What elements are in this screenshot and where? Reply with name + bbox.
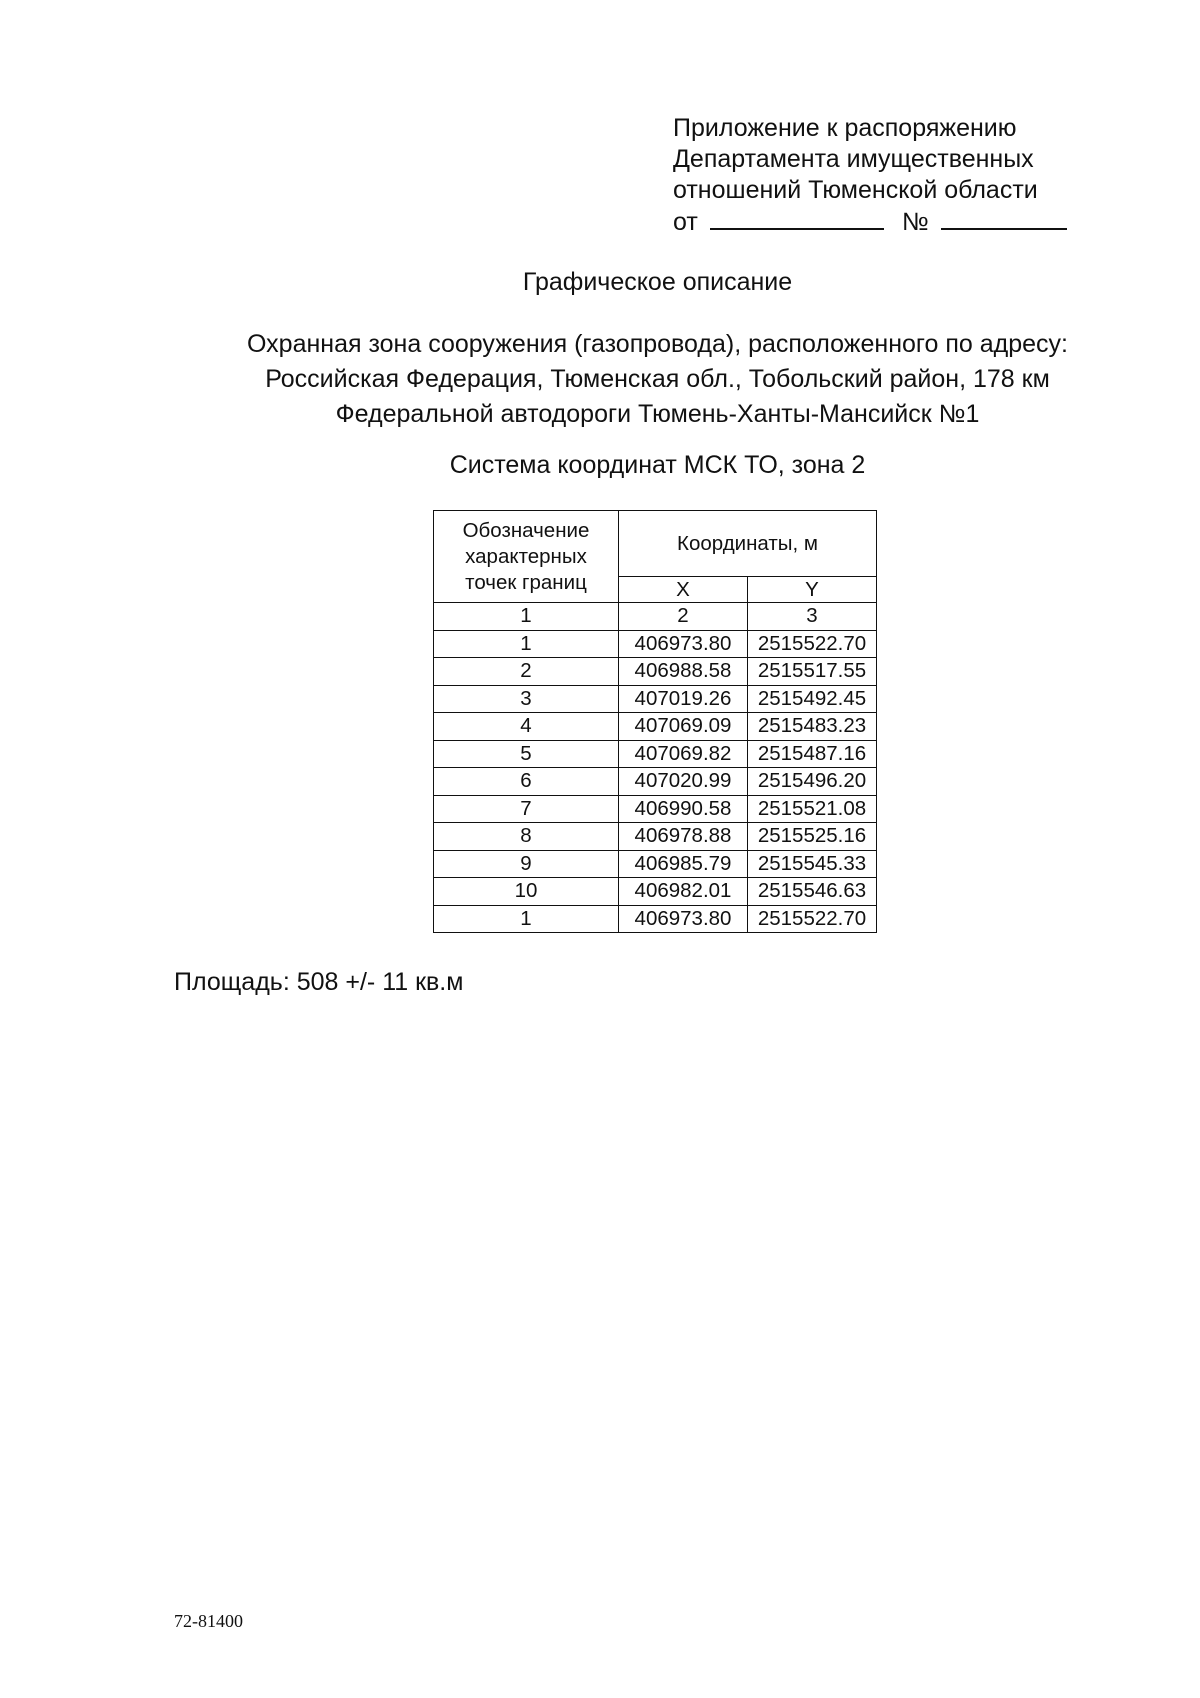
point-number-cell: 1 bbox=[434, 630, 619, 658]
table-row bbox=[434, 768, 877, 796]
y-coordinate-cell: 2515517.55 bbox=[748, 658, 877, 686]
x-coordinate-cell: 407019.26 bbox=[619, 685, 748, 713]
annex-line-1: Приложение к распоряжению bbox=[673, 114, 1017, 142]
object-line-1: Охранная зона сооружения (газопровода), расположенного по адресу: bbox=[247, 330, 1068, 358]
y-coordinate-cell: 2515545.33 bbox=[748, 850, 877, 878]
column-number-2: 2 bbox=[619, 603, 748, 631]
date-blank bbox=[710, 206, 884, 230]
number-label: № bbox=[901, 208, 929, 236]
y-coordinate-cell: 2515496.20 bbox=[748, 768, 877, 796]
object-description bbox=[0, 327, 1200, 432]
y-coordinate-cell: 2515487.16 bbox=[748, 740, 877, 768]
table-row bbox=[434, 740, 877, 768]
y-coordinate-cell: 2515546.63 bbox=[748, 878, 877, 906]
from-label: от bbox=[673, 208, 698, 236]
header-row bbox=[434, 511, 877, 577]
document-title: Графическое описание bbox=[522, 268, 793, 296]
annex-line-2: Департамента имущественных bbox=[673, 145, 1034, 173]
y-coordinate-cell: 2515492.45 bbox=[748, 685, 877, 713]
object-line-2: Российская Федерация, Тюменская обл., Тобольский район, 178 км bbox=[265, 365, 1050, 393]
header-point-designation: Обозначение характерных точек границ bbox=[434, 511, 619, 603]
table-row bbox=[434, 905, 877, 933]
x-coordinate-cell: 406988.58 bbox=[619, 658, 748, 686]
point-number-cell: 4 bbox=[434, 713, 619, 741]
point-number-cell: 2 bbox=[434, 658, 619, 686]
table-row bbox=[434, 658, 877, 686]
table-row bbox=[434, 630, 877, 658]
point-number-cell: 8 bbox=[434, 823, 619, 851]
point-number-cell: 10 bbox=[434, 878, 619, 906]
column-number-row bbox=[434, 603, 877, 631]
table-row bbox=[434, 713, 877, 741]
table-row bbox=[434, 795, 877, 823]
y-coordinate-cell: 2515521.08 bbox=[748, 795, 877, 823]
x-coordinate-cell: 406982.01 bbox=[619, 878, 748, 906]
y-coordinate-cell: 2515522.70 bbox=[748, 630, 877, 658]
x-coordinate-cell: 407069.09 bbox=[619, 713, 748, 741]
header-x: X bbox=[619, 577, 748, 603]
point-number-cell: 3 bbox=[434, 685, 619, 713]
object-line-3: Федеральной автодороги Тюмень-Ханты-Мансийск №1 bbox=[335, 400, 980, 428]
document-number: 72-81400 bbox=[174, 1611, 243, 1631]
area-text: Площадь: 508 +/- 11 кв.м bbox=[174, 968, 464, 996]
point-number-cell: 9 bbox=[434, 850, 619, 878]
table-row bbox=[434, 850, 877, 878]
point-number-cell: 7 bbox=[434, 795, 619, 823]
column-number-1: 1 bbox=[434, 603, 619, 631]
coordinate-system: Система координат МСК ТО, зона 2 bbox=[449, 451, 866, 479]
coordinates-table bbox=[433, 510, 877, 933]
annex-line-3: отношений Тюменской области bbox=[673, 176, 1038, 204]
table-row bbox=[434, 685, 877, 713]
x-coordinate-cell: 406990.58 bbox=[619, 795, 748, 823]
number-blank bbox=[941, 206, 1067, 230]
y-coordinate-cell: 2515522.70 bbox=[748, 905, 877, 933]
annex-header bbox=[673, 113, 1067, 238]
x-coordinate-cell: 406978.88 bbox=[619, 823, 748, 851]
annex-date-number-line bbox=[673, 206, 1067, 238]
column-number-3: 3 bbox=[748, 603, 877, 631]
x-coordinate-cell: 406973.80 bbox=[619, 905, 748, 933]
x-coordinate-cell: 407069.82 bbox=[619, 740, 748, 768]
x-coordinate-cell: 407020.99 bbox=[619, 768, 748, 796]
point-number-cell: 6 bbox=[434, 768, 619, 796]
x-coordinate-cell: 406985.79 bbox=[619, 850, 748, 878]
table-row bbox=[434, 823, 877, 851]
y-coordinate-cell: 2515483.23 bbox=[748, 713, 877, 741]
table-row bbox=[434, 878, 877, 906]
point-number-cell: 5 bbox=[434, 740, 619, 768]
point-number-cell: 1 bbox=[434, 905, 619, 933]
y-coordinate-cell: 2515525.16 bbox=[748, 823, 877, 851]
x-coordinate-cell: 406973.80 bbox=[619, 630, 748, 658]
header-y: Y bbox=[748, 577, 877, 603]
header-coordinates: Координаты, м bbox=[619, 511, 877, 577]
